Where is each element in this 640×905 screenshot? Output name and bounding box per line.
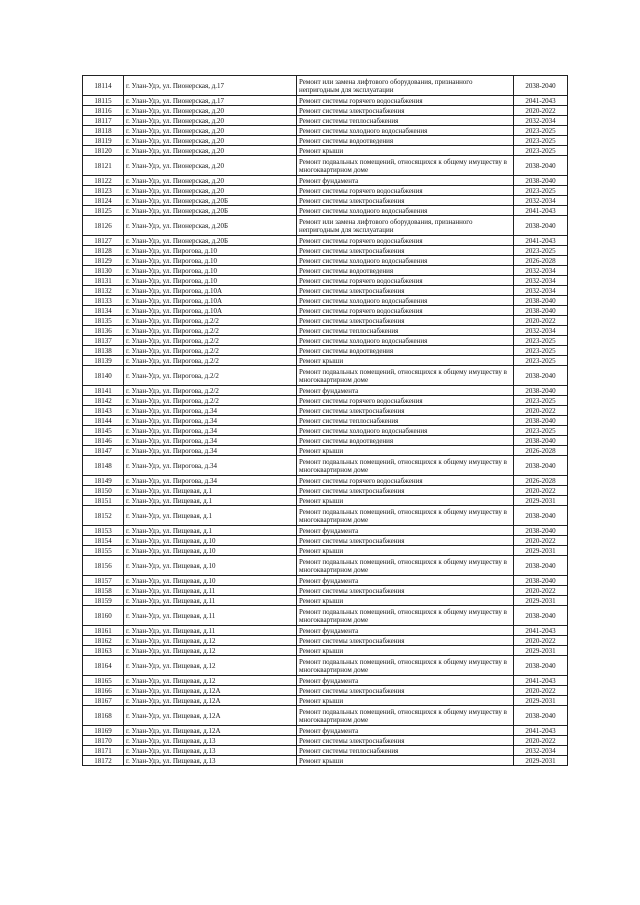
address-cell: г. Улан-Удэ, ул. Пирогова, д.2/2 xyxy=(124,396,297,406)
period-cell: 2038-2040 xyxy=(514,366,568,386)
table-body xyxy=(83,76,568,766)
table-row xyxy=(83,196,568,206)
table-row xyxy=(83,446,568,456)
work-type-cell: Ремонт подвальных помещений, относящихся к общему имуществу в многоквартирном доме xyxy=(297,556,514,576)
table-row xyxy=(83,436,568,446)
row-number: 18154 xyxy=(83,536,124,546)
row-number: 18119 xyxy=(83,136,124,146)
period-cell: 2038-2040 xyxy=(514,456,568,476)
table-row xyxy=(83,256,568,266)
table-row xyxy=(83,266,568,276)
address-cell: г. Улан-Удэ, ул. Пищевая, д.12А xyxy=(124,726,297,736)
period-cell: 2038-2040 xyxy=(514,656,568,676)
address-cell: г. Улан-Удэ, ул. Пирогова, д.10А xyxy=(124,306,297,316)
row-number: 18132 xyxy=(83,286,124,296)
period-cell: 2038-2040 xyxy=(514,176,568,186)
table-row xyxy=(83,176,568,186)
address-cell: г. Улан-Удэ, ул. Пищевая, д.12 xyxy=(124,646,297,656)
table-row xyxy=(83,556,568,576)
table-row xyxy=(83,636,568,646)
address-cell: г. Улан-Удэ, ул. Пионерская, д.20 xyxy=(124,186,297,196)
table-row xyxy=(83,586,568,596)
work-type-cell: Ремонт системы холодного водоснабжения xyxy=(297,256,514,266)
table-row xyxy=(83,326,568,336)
period-cell: 2038-2040 xyxy=(514,606,568,626)
table-row xyxy=(83,496,568,506)
work-type-cell: Ремонт фундамента xyxy=(297,676,514,686)
period-cell: 2032-2034 xyxy=(514,286,568,296)
table-row xyxy=(83,706,568,726)
work-type-cell: Ремонт системы холодного водоснабжения xyxy=(297,126,514,136)
row-number: 18136 xyxy=(83,326,124,336)
period-cell: 2023-2025 xyxy=(514,336,568,346)
address-cell: г. Улан-Удэ, ул. Пионерская, д.20 xyxy=(124,116,297,126)
period-cell: 2029-2031 xyxy=(514,546,568,556)
table-row xyxy=(83,676,568,686)
table-row xyxy=(83,546,568,556)
work-type-cell: Ремонт фундамента xyxy=(297,626,514,636)
table-row xyxy=(83,316,568,326)
work-type-cell: Ремонт системы горячего водоснабжения xyxy=(297,306,514,316)
address-cell: г. Улан-Удэ, ул. Пирогова, д.34 xyxy=(124,416,297,426)
address-cell: г. Улан-Удэ, ул. Пирогова, д.2/2 xyxy=(124,346,297,356)
row-number: 18152 xyxy=(83,506,124,526)
row-number: 18140 xyxy=(83,366,124,386)
row-number: 18146 xyxy=(83,436,124,446)
address-cell: г. Улан-Удэ, ул. Пирогова, д.2/2 xyxy=(124,316,297,326)
period-cell: 2020-2022 xyxy=(514,106,568,116)
row-number: 18160 xyxy=(83,606,124,626)
row-number: 18171 xyxy=(83,746,124,756)
period-cell: 2038-2040 xyxy=(514,706,568,726)
table-row xyxy=(83,396,568,406)
row-number: 18172 xyxy=(83,756,124,766)
work-type-cell: Ремонт системы электроснабжения xyxy=(297,686,514,696)
work-type-cell: Ремонт крыши xyxy=(297,696,514,706)
address-cell: г. Улан-Удэ, ул. Пионерская, д.20 xyxy=(124,126,297,136)
table-row xyxy=(83,416,568,426)
row-number: 18126 xyxy=(83,216,124,236)
address-cell: г. Улан-Удэ, ул. Пионерская, д.20Б xyxy=(124,236,297,246)
row-number: 18129 xyxy=(83,256,124,266)
address-cell: г. Улан-Удэ, ул. Пищевая, д.13 xyxy=(124,756,297,766)
address-cell: г. Улан-Удэ, ул. Пищевая, д.11 xyxy=(124,606,297,626)
row-number: 18139 xyxy=(83,356,124,366)
row-number: 18124 xyxy=(83,196,124,206)
row-number: 18162 xyxy=(83,636,124,646)
work-type-cell: Ремонт системы электроснабжения xyxy=(297,316,514,326)
address-cell: г. Улан-Удэ, ул. Пищевая, д.12 xyxy=(124,676,297,686)
row-number: 18122 xyxy=(83,176,124,186)
table-row xyxy=(83,336,568,346)
row-number: 18147 xyxy=(83,446,124,456)
address-cell: г. Улан-Удэ, ул. Пищевая, д.10 xyxy=(124,556,297,576)
period-cell: 2026-2028 xyxy=(514,446,568,456)
period-cell: 2023-2025 xyxy=(514,246,568,256)
row-number: 18169 xyxy=(83,726,124,736)
work-type-cell: Ремонт системы холодного водоснабжения xyxy=(297,296,514,306)
table-row xyxy=(83,136,568,146)
row-number: 18143 xyxy=(83,406,124,416)
period-cell: 2032-2034 xyxy=(514,276,568,286)
address-cell: г. Улан-Удэ, ул. Пищевая, д.13 xyxy=(124,746,297,756)
table-row xyxy=(83,756,568,766)
address-cell: г. Улан-Удэ, ул. Пищевая, д.1 xyxy=(124,526,297,536)
address-cell: г. Улан-Удэ, ул. Пирогова, д.10А xyxy=(124,296,297,306)
work-type-cell: Ремонт подвальных помещений, относящихся к общему имуществу в многоквартирном доме xyxy=(297,706,514,726)
address-cell: г. Улан-Удэ, ул. Пирогова, д.2/2 xyxy=(124,356,297,366)
table-row xyxy=(83,746,568,756)
work-type-cell: Ремонт крыши xyxy=(297,356,514,366)
period-cell: 2038-2040 xyxy=(514,576,568,586)
address-cell: г. Улан-Удэ, ул. Пищевая, д.12А xyxy=(124,706,297,726)
work-type-cell: Ремонт крыши xyxy=(297,596,514,606)
table-row xyxy=(83,736,568,746)
row-number: 18142 xyxy=(83,396,124,406)
period-cell: 2038-2040 xyxy=(514,556,568,576)
address-cell: г. Улан-Удэ, ул. Пищевая, д.12 xyxy=(124,656,297,676)
period-cell: 2029-2031 xyxy=(514,596,568,606)
period-cell: 2041-2043 xyxy=(514,236,568,246)
row-number: 18156 xyxy=(83,556,124,576)
table-row xyxy=(83,356,568,366)
address-cell: г. Улан-Удэ, ул. Пионерская, д.20 xyxy=(124,136,297,146)
address-cell: г. Улан-Удэ, ул. Пионерская, д.17 xyxy=(124,96,297,106)
address-cell: г. Улан-Удэ, ул. Пищевая, д.13 xyxy=(124,736,297,746)
row-number: 18125 xyxy=(83,206,124,216)
work-type-cell: Ремонт системы электроснабжения xyxy=(297,586,514,596)
work-type-cell: Ремонт подвальных помещений, относящихся к общему имуществу в многоквартирном доме xyxy=(297,366,514,386)
period-cell: 2038-2040 xyxy=(514,436,568,446)
table-row xyxy=(83,486,568,496)
address-cell: г. Улан-Удэ, ул. Пирогова, д.34 xyxy=(124,476,297,486)
row-number: 18167 xyxy=(83,696,124,706)
work-type-cell: Ремонт фундамента xyxy=(297,576,514,586)
work-type-cell: Ремонт подвальных помещений, относящихся к общему имуществу в многоквартирном доме xyxy=(297,156,514,176)
row-number: 18144 xyxy=(83,416,124,426)
row-number: 18151 xyxy=(83,496,124,506)
table-row xyxy=(83,646,568,656)
period-cell: 2038-2040 xyxy=(514,156,568,176)
table-row xyxy=(83,606,568,626)
table-row xyxy=(83,346,568,356)
address-cell: г. Улан-Удэ, ул. Пищевая, д.11 xyxy=(124,626,297,636)
address-cell: г. Улан-Удэ, ул. Пищевая, д.11 xyxy=(124,586,297,596)
work-type-cell: Ремонт крыши xyxy=(297,546,514,556)
table-row xyxy=(83,306,568,316)
period-cell: 2020-2022 xyxy=(514,636,568,646)
table-row xyxy=(83,506,568,526)
address-cell: г. Улан-Удэ, ул. Пирогова, д.34 xyxy=(124,456,297,476)
table-row xyxy=(83,576,568,586)
row-number: 18133 xyxy=(83,296,124,306)
address-cell: г. Улан-Удэ, ул. Пирогова, д.2/2 xyxy=(124,366,297,386)
work-type-cell: Ремонт системы холодного водоснабжения xyxy=(297,206,514,216)
address-cell: г. Улан-Удэ, ул. Пирогова, д.34 xyxy=(124,436,297,446)
row-number: 18165 xyxy=(83,676,124,686)
address-cell: г. Улан-Удэ, ул. Пищевая, д.12А xyxy=(124,696,297,706)
table-row xyxy=(83,366,568,386)
work-type-cell: Ремонт системы водоотведения xyxy=(297,136,514,146)
repair-schedule-table xyxy=(82,75,568,766)
period-cell: 2038-2040 xyxy=(514,296,568,306)
period-cell: 2029-2031 xyxy=(514,696,568,706)
table-row xyxy=(83,286,568,296)
work-type-cell: Ремонт крыши xyxy=(297,756,514,766)
table-row xyxy=(83,386,568,396)
period-cell: 2038-2040 xyxy=(514,416,568,426)
work-type-cell: Ремонт системы теплоснабжения xyxy=(297,746,514,756)
period-cell: 2041-2043 xyxy=(514,676,568,686)
work-type-cell: Ремонт системы водоотведения xyxy=(297,346,514,356)
table-row xyxy=(83,296,568,306)
work-type-cell: Ремонт системы горячего водоснабжения xyxy=(297,236,514,246)
row-number: 18118 xyxy=(83,126,124,136)
work-type-cell: Ремонт системы горячего водоснабжения xyxy=(297,476,514,486)
period-cell: 2038-2040 xyxy=(514,306,568,316)
row-number: 18128 xyxy=(83,246,124,256)
work-type-cell: Ремонт подвальных помещений, относящихся к общему имуществу в многоквартирном доме xyxy=(297,606,514,626)
address-cell: г. Улан-Удэ, ул. Пищевая, д.1 xyxy=(124,486,297,496)
address-cell: г. Улан-Удэ, ул. Пионерская, д.20Б xyxy=(124,196,297,206)
table-row xyxy=(83,596,568,606)
period-cell: 2023-2025 xyxy=(514,396,568,406)
work-type-cell: Ремонт системы электроснабжения xyxy=(297,636,514,646)
period-cell: 2038-2040 xyxy=(514,526,568,536)
address-cell: г. Улан-Удэ, ул. Пищевая, д.10 xyxy=(124,536,297,546)
address-cell: г. Улан-Удэ, ул. Пирогова, д.34 xyxy=(124,426,297,436)
row-number: 18120 xyxy=(83,146,124,156)
work-type-cell: Ремонт системы холодного водоснабжения xyxy=(297,336,514,346)
period-cell: 2032-2034 xyxy=(514,266,568,276)
period-cell: 2032-2034 xyxy=(514,196,568,206)
work-type-cell: Ремонт системы горячего водоснабжения xyxy=(297,396,514,406)
work-type-cell: Ремонт системы горячего водоснабжения xyxy=(297,186,514,196)
row-number: 18114 xyxy=(83,76,124,96)
row-number: 18131 xyxy=(83,276,124,286)
row-number: 18166 xyxy=(83,686,124,696)
period-cell: 2038-2040 xyxy=(514,76,568,96)
table-row xyxy=(83,216,568,236)
period-cell: 2032-2034 xyxy=(514,116,568,126)
table-row xyxy=(83,156,568,176)
period-cell: 2023-2025 xyxy=(514,426,568,436)
work-type-cell: Ремонт системы горячего водоснабжения xyxy=(297,276,514,286)
address-cell: г. Улан-Удэ, ул. Пищевая, д.10 xyxy=(124,546,297,556)
address-cell: г. Улан-Удэ, ул. Пирогова, д.10А xyxy=(124,286,297,296)
address-cell: г. Улан-Удэ, ул. Пирогова, д.10 xyxy=(124,246,297,256)
row-number: 18135 xyxy=(83,316,124,326)
row-number: 18159 xyxy=(83,596,124,606)
row-number: 18164 xyxy=(83,656,124,676)
table-row xyxy=(83,126,568,136)
row-number: 18134 xyxy=(83,306,124,316)
work-type-cell: Ремонт или замена лифтового оборудования, признанного непригодным для эксплуатации xyxy=(297,216,514,236)
period-cell: 2020-2022 xyxy=(514,406,568,416)
work-type-cell: Ремонт системы водоотведения xyxy=(297,266,514,276)
address-cell: г. Улан-Удэ, ул. Пионерская, д.17 xyxy=(124,76,297,96)
table-row xyxy=(83,276,568,286)
period-cell: 2032-2034 xyxy=(514,746,568,756)
address-cell: г. Улан-Удэ, ул. Пионерская, д.20 xyxy=(124,156,297,176)
row-number: 18130 xyxy=(83,266,124,276)
table-row xyxy=(83,686,568,696)
table-row xyxy=(83,206,568,216)
address-cell: г. Улан-Удэ, ул. Пищевая, д.11 xyxy=(124,596,297,606)
address-cell: г. Улан-Удэ, ул. Пищевая, д.1 xyxy=(124,506,297,526)
address-cell: г. Улан-Удэ, ул. Пирогова, д.34 xyxy=(124,446,297,456)
row-number: 18153 xyxy=(83,526,124,536)
address-cell: г. Улан-Удэ, ул. Пирогова, д.2/2 xyxy=(124,336,297,346)
table-row xyxy=(83,96,568,106)
work-type-cell: Ремонт системы электроснабжения xyxy=(297,406,514,416)
work-type-cell: Ремонт фундамента xyxy=(297,526,514,536)
work-type-cell: Ремонт системы теплоснабжения xyxy=(297,326,514,336)
period-cell: 2023-2025 xyxy=(514,136,568,146)
period-cell: 2020-2022 xyxy=(514,686,568,696)
address-cell: г. Улан-Удэ, ул. Пирогова, д.34 xyxy=(124,406,297,416)
address-cell: г. Улан-Удэ, ул. Пирогова, д.10 xyxy=(124,266,297,276)
table-row xyxy=(83,406,568,416)
row-number: 18158 xyxy=(83,586,124,596)
period-cell: 2029-2031 xyxy=(514,646,568,656)
table-row xyxy=(83,526,568,536)
period-cell: 2023-2025 xyxy=(514,146,568,156)
row-number: 18161 xyxy=(83,626,124,636)
row-number: 18155 xyxy=(83,546,124,556)
period-cell: 2026-2028 xyxy=(514,476,568,486)
table-row xyxy=(83,116,568,126)
work-type-cell: Ремонт системы электроснабжения xyxy=(297,196,514,206)
work-type-cell: Ремонт подвальных помещений, относящихся к общему имуществу в многоквартирном доме xyxy=(297,456,514,476)
work-type-cell: Ремонт фундамента xyxy=(297,386,514,396)
period-cell: 2023-2025 xyxy=(514,126,568,136)
address-cell: г. Улан-Удэ, ул. Пищевая, д.12 xyxy=(124,636,297,646)
row-number: 18115 xyxy=(83,96,124,106)
row-number: 18127 xyxy=(83,236,124,246)
period-cell: 2023-2025 xyxy=(514,356,568,366)
period-cell: 2038-2040 xyxy=(514,386,568,396)
period-cell: 2020-2022 xyxy=(514,586,568,596)
row-number: 18145 xyxy=(83,426,124,436)
row-number: 18163 xyxy=(83,646,124,656)
table-row xyxy=(83,76,568,96)
work-type-cell: Ремонт крыши xyxy=(297,496,514,506)
work-type-cell: Ремонт системы электроснабжения xyxy=(297,536,514,546)
period-cell: 2032-2034 xyxy=(514,326,568,336)
address-cell: г. Улан-Удэ, ул. Пирогова, д.10 xyxy=(124,256,297,266)
work-type-cell: Ремонт системы электроснабжения xyxy=(297,246,514,256)
period-cell: 2023-2025 xyxy=(514,346,568,356)
table-row xyxy=(83,146,568,156)
table-row xyxy=(83,696,568,706)
row-number: 18141 xyxy=(83,386,124,396)
row-number: 18150 xyxy=(83,486,124,496)
work-type-cell: Ремонт крыши xyxy=(297,646,514,656)
address-cell: г. Улан-Удэ, ул. Пищевая, д.12А xyxy=(124,686,297,696)
table-row xyxy=(83,106,568,116)
work-type-cell: Ремонт системы теплоснабжения xyxy=(297,416,514,426)
row-number: 18168 xyxy=(83,706,124,726)
work-type-cell: Ремонт фундамента xyxy=(297,726,514,736)
work-type-cell: Ремонт крыши xyxy=(297,446,514,456)
work-type-cell: Ремонт крыши xyxy=(297,146,514,156)
row-number: 18123 xyxy=(83,186,124,196)
work-type-cell: Ремонт подвальных помещений, относящихся к общему имуществу в многоквартирном доме xyxy=(297,506,514,526)
address-cell: г. Улан-Удэ, ул. Пионерская, д.20Б xyxy=(124,206,297,216)
table-row xyxy=(83,626,568,636)
address-cell: г. Улан-Удэ, ул. Пионерская, д.20 xyxy=(124,106,297,116)
row-number: 18149 xyxy=(83,476,124,486)
period-cell: 2041-2043 xyxy=(514,206,568,216)
table-row xyxy=(83,456,568,476)
period-cell: 2026-2028 xyxy=(514,256,568,266)
row-number: 18116 xyxy=(83,106,124,116)
table-row xyxy=(83,726,568,736)
row-number: 18170 xyxy=(83,736,124,746)
row-number: 18121 xyxy=(83,156,124,176)
row-number: 18137 xyxy=(83,336,124,346)
period-cell: 2020-2022 xyxy=(514,736,568,746)
work-type-cell: Ремонт системы электроснабжения xyxy=(297,736,514,746)
work-type-cell: Ремонт системы электроснабжения xyxy=(297,106,514,116)
period-cell: 2029-2031 xyxy=(514,496,568,506)
work-type-cell: Ремонт системы электроснабжения xyxy=(297,286,514,296)
row-number: 18117 xyxy=(83,116,124,126)
period-cell: 2020-2022 xyxy=(514,316,568,326)
table-row xyxy=(83,186,568,196)
address-cell: г. Улан-Удэ, ул. Пищевая, д.10 xyxy=(124,576,297,586)
period-cell: 2020-2022 xyxy=(514,486,568,496)
work-type-cell: Ремонт системы электроснабжения xyxy=(297,486,514,496)
period-cell: 2041-2043 xyxy=(514,96,568,106)
table-row xyxy=(83,236,568,246)
work-type-cell: Ремонт системы теплоснабжения xyxy=(297,116,514,126)
address-cell: г. Улан-Удэ, ул. Пирогова, д.2/2 xyxy=(124,326,297,336)
table-row xyxy=(83,656,568,676)
period-cell: 2041-2043 xyxy=(514,626,568,636)
period-cell: 2038-2040 xyxy=(514,216,568,236)
work-type-cell: Ремонт или замена лифтового оборудования, признанного непригодным для эксплуатации xyxy=(297,76,514,96)
row-number: 18138 xyxy=(83,346,124,356)
work-type-cell: Ремонт подвальных помещений, относящихся к общему имуществу в многоквартирном доме xyxy=(297,656,514,676)
address-cell: г. Улан-Удэ, ул. Пионерская, д.20 xyxy=(124,146,297,156)
work-type-cell: Ремонт фундамента xyxy=(297,176,514,186)
row-number: 18148 xyxy=(83,456,124,476)
table-row xyxy=(83,476,568,486)
period-cell: 2041-2043 xyxy=(514,726,568,736)
address-cell: г. Улан-Удэ, ул. Пищевая, д.1 xyxy=(124,496,297,506)
address-cell: г. Улан-Удэ, ул. Пионерская, д.20Б xyxy=(124,216,297,236)
period-cell: 2029-2031 xyxy=(514,756,568,766)
work-type-cell: Ремонт системы горячего водоснабжения xyxy=(297,96,514,106)
address-cell: г. Улан-Удэ, ул. Пионерская, д.20 xyxy=(124,176,297,186)
table-row xyxy=(83,536,568,546)
period-cell: 2023-2025 xyxy=(514,186,568,196)
row-number: 18157 xyxy=(83,576,124,586)
address-cell: г. Улан-Удэ, ул. Пирогова, д.10 xyxy=(124,276,297,286)
table-row xyxy=(83,426,568,436)
period-cell: 2020-2022 xyxy=(514,536,568,546)
work-type-cell: Ремонт системы водоотведения xyxy=(297,436,514,446)
period-cell: 2038-2040 xyxy=(514,506,568,526)
table-row xyxy=(83,246,568,256)
work-type-cell: Ремонт системы холодного водоснабжения xyxy=(297,426,514,436)
address-cell: г. Улан-Удэ, ул. Пирогова, д.2/2 xyxy=(124,386,297,396)
